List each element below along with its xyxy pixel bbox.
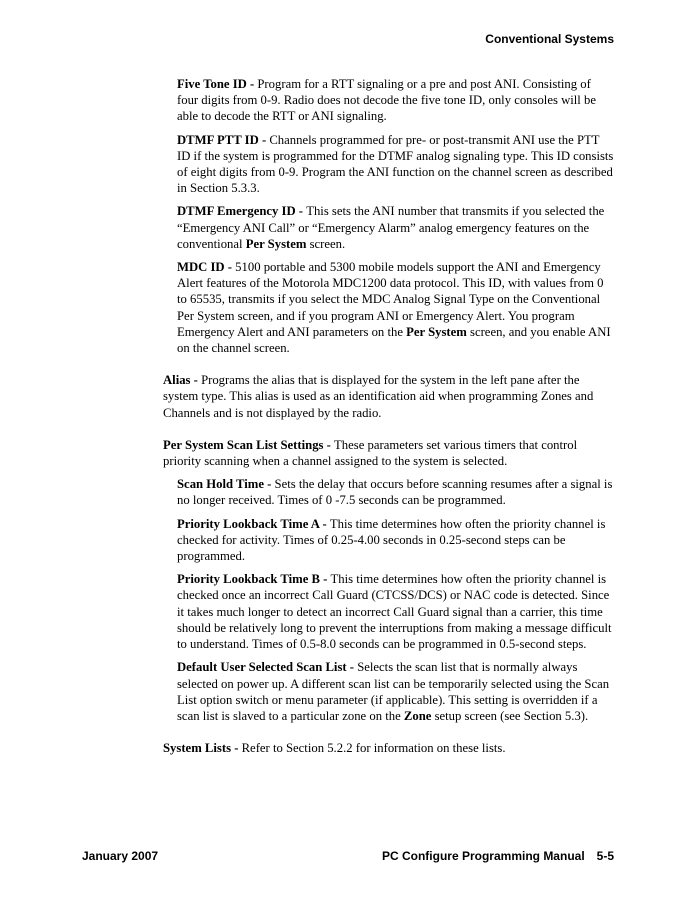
default-scan-list-paragraph <box>177 659 614 724</box>
scan-list-settings-paragraph <box>163 437 614 469</box>
dtmf-emergency-id-term: DTMF Emergency ID - <box>177 204 307 219</box>
priority-lookback-a-term: Priority Lookback Time A - <box>177 516 330 531</box>
mdc-id-text-a: 5100 portable and 5300 mobile models support the ANI and Emergency Alert features of the Motorola MDC1200 data protocol. This ID, with values from 0 to 65535, transmits if you select the MDC Analog Signal Type on the Conventional Per System screen, and if you program ANI or Emergency Alert. You program Emergency Alert and ANI parameters on the <box>177 260 604 339</box>
five-tone-id-text: Program for a RTT signaling or a pre and post ANI. Consisting of four digits from 0-9. Radio does not decode the five tone ID, only consoles will be able to decode the RTT or ANI signaling. <box>177 77 596 124</box>
system-lists-text: Refer to Section 5.2.2 for information on these lists. <box>241 741 506 756</box>
mdc-id-term: MDC ID - <box>177 260 236 275</box>
priority-lookback-a-text: This time determines how often the priority channel is checked for activity. Times of 0.25-4.00 seconds in 0.25-second steps can be programmed. <box>177 516 606 564</box>
per-system-ref: Per System <box>406 324 467 339</box>
per-system-ref: Per System <box>245 236 307 251</box>
five-tone-id-paragraph <box>177 76 614 125</box>
section-title: Conventional Systems <box>485 32 614 46</box>
page-body <box>0 76 695 756</box>
default-scan-list-text-a: Selects the scan list that is normally always selected on power up. A different scan list can be temporarily selected using the Scan List option switch or menu parameter (if applicable). This setting is overridden if a scan list is slaved to a particular zone on the <box>177 660 610 723</box>
scan-list-settings-text: These parameters set various timers that control priority scanning when a channel assigned to the system is selected. <box>163 437 578 469</box>
dtmf-emergency-id-text-a: This sets the ANI number that transmits if you selected the “Emergency ANI Call” or “Emergency Alarm” analog emergency features on the conventional <box>177 204 605 251</box>
zone-ref: Zone <box>403 708 432 723</box>
scan-list-settings-term: Per System Scan List Settings - <box>163 437 335 452</box>
footer-manual-info <box>382 849 614 863</box>
dtmf-ptt-id-paragraph <box>177 132 614 197</box>
dtmf-ptt-id-text: Channels programmed for pre- or post-transmit ANI use the PTT ID if the system is programmed for the DTMF analog signaling type. This ID consists of eight digits from 0-9. Program the ANI function on the channel screen as described in Section 5.3.3. <box>177 132 614 196</box>
priority-lookback-b-term: Priority Lookback Time B - <box>177 572 331 587</box>
dtmf-emergency-id-text-b: screen. <box>306 236 346 251</box>
running-footer <box>82 849 614 865</box>
page-number: 5-5 <box>596 849 614 863</box>
scan-hold-time-term: Scan Hold Time - <box>177 477 275 492</box>
default-scan-list-term: Default User Selected Scan List - <box>177 660 358 675</box>
system-lists-paragraph <box>163 740 614 756</box>
system-lists-term: System Lists - <box>163 741 242 756</box>
scan-hold-time-paragraph <box>177 476 614 508</box>
alias-paragraph <box>163 372 614 421</box>
default-scan-list-text-b: setup screen (see Section 5.3). <box>431 708 589 723</box>
dtmf-ptt-id-term: DTMF PTT ID - <box>177 132 270 147</box>
running-header <box>485 32 614 46</box>
footer-date: January 2007 <box>82 849 159 863</box>
priority-lookback-a-paragraph <box>177 516 614 565</box>
dtmf-emergency-id-paragraph <box>177 203 614 252</box>
mdc-id-text-b: screen, and you enable ANI on the channel screen. <box>177 324 611 356</box>
alias-term: Alias - <box>163 373 202 388</box>
mdc-id-paragraph <box>177 259 614 356</box>
priority-lookback-b-text: This time determines how often the priority channel is checked once an incorrect Call Guard (CTCSS/DCS) or NAC code is detected. Since it takes much longer to detect an incorrect Call Guard signal than a carrier, this time should be relatively long to prevent the interruptions from making a message difficult to understand. Times of 0.5-8.0 seconds can be programmed in 0.5-second steps. <box>177 572 612 652</box>
priority-lookback-b-paragraph <box>177 571 614 652</box>
footer-manual-title: PC Configure Programming Manual <box>381 849 585 863</box>
alias-text: Programs the alias that is displayed for the system in the left pane after the system type. This alias is used as an identification aid when programming Zones and Channels and is not displayed by the radio. <box>163 373 594 420</box>
five-tone-id-term: Five Tone ID - <box>177 77 258 91</box>
scan-hold-time-text: Sets the delay that occurs before scanning resumes after a signal is no longer received. Times of 0 -7.5 seconds can be programmed. <box>177 477 613 508</box>
